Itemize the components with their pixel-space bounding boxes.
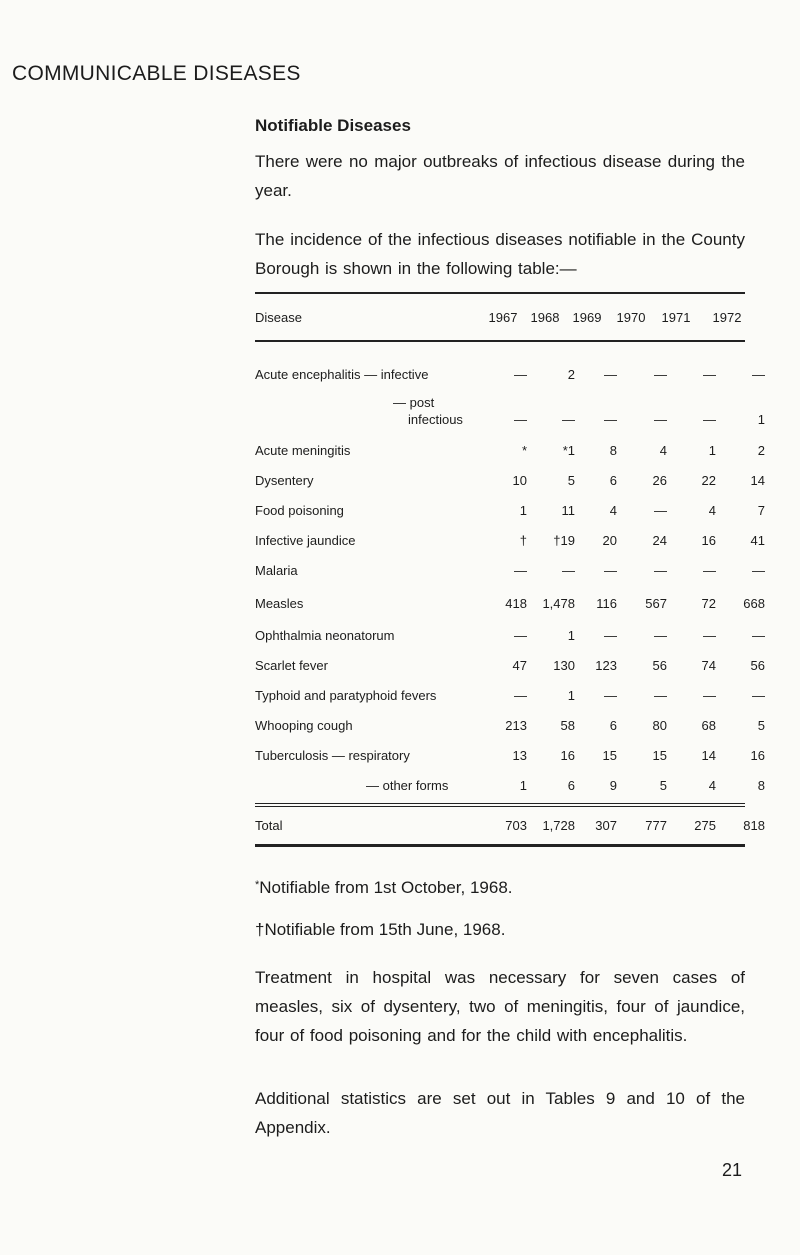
- cell: —: [654, 367, 667, 382]
- cell: 68: [701, 718, 716, 733]
- cell: 11: [561, 503, 575, 518]
- total-cell: 307: [595, 818, 617, 833]
- table-bottom-rule: [255, 844, 745, 847]
- row-label: Tuberculosis — respiratory: [255, 748, 410, 763]
- cell: —: [703, 412, 716, 427]
- total-cell: 1,728: [542, 818, 575, 833]
- row-label: — other forms: [366, 778, 449, 793]
- header-year: 1972: [712, 310, 742, 325]
- cell: 8: [609, 443, 617, 458]
- table-row: [255, 685, 765, 707]
- table-row: [255, 364, 765, 386]
- row-label: Infective jaundice: [255, 533, 356, 548]
- cell: 8: [757, 778, 765, 793]
- cell: —: [604, 688, 617, 703]
- cell: 116: [596, 596, 617, 611]
- cell: —: [654, 412, 667, 427]
- cell: 58: [560, 718, 575, 733]
- cell: 22: [701, 473, 716, 488]
- table-row: [255, 409, 765, 431]
- table-row: [255, 500, 765, 522]
- cell: 9: [609, 778, 617, 793]
- cell: —: [752, 688, 765, 703]
- cell: 16: [750, 748, 765, 763]
- cell: 4: [708, 503, 716, 518]
- row-label: Dysentery: [255, 473, 314, 488]
- footnote-dagger: †Notifiable from 15th June, 1968.: [255, 920, 506, 939]
- cell: 668: [743, 596, 765, 611]
- table-row: [255, 440, 765, 462]
- cell: 10: [512, 473, 527, 488]
- cell: 1: [519, 503, 527, 518]
- cell: 2: [567, 367, 575, 382]
- cell: 15: [652, 748, 667, 763]
- cell: 26: [652, 473, 667, 488]
- page-number: 21: [722, 1160, 743, 1180]
- cell: —: [752, 628, 765, 643]
- table-row: [255, 625, 765, 647]
- total-rule-top: [255, 803, 745, 804]
- cell: —: [514, 628, 527, 643]
- cell: 2: [757, 443, 765, 458]
- cell: 6: [609, 473, 617, 488]
- cell: *: [521, 443, 527, 458]
- cell: —: [703, 563, 716, 578]
- closing-paragraph-2: Additional statistics are set out in Tables 9 and 10 of the Appendix.: [255, 1089, 745, 1137]
- intro-paragraph-2: The incidence of the infectious diseases notifiable in the County Borough is shown in the following table:—: [255, 230, 745, 278]
- cell: —: [514, 688, 527, 703]
- cell: 14: [701, 748, 716, 763]
- table-total-row: [255, 815, 765, 837]
- cell: —: [703, 688, 716, 703]
- cell: 56: [750, 658, 765, 673]
- cell: 1: [567, 688, 575, 703]
- cell: —: [604, 628, 617, 643]
- table-row: [255, 560, 765, 582]
- cell: 5: [659, 778, 667, 793]
- table-header-row: [255, 307, 747, 329]
- cell: †19: [553, 533, 575, 548]
- header-year: 1970: [616, 310, 646, 325]
- cell: 6: [609, 718, 617, 733]
- cell: —: [654, 628, 667, 643]
- cell: 4: [659, 443, 667, 458]
- row-label: Ophthalmia neonatorum: [255, 628, 395, 643]
- cell: 56: [652, 658, 667, 673]
- row-label: Measles: [255, 596, 304, 611]
- table-top-rule: [255, 292, 745, 294]
- total-cell: 275: [694, 818, 716, 833]
- total-label: Total: [255, 818, 283, 833]
- footnote-star: [255, 873, 745, 902]
- closing-paragraph-1: Treatment in hospital was necessary for seven cases of measles, six of dysentery, two of meningitis, four of jaundice, four of food poisoning and for the child with encephalitis.: [255, 968, 745, 1045]
- cell: 14: [750, 473, 765, 488]
- cell: 123: [595, 658, 617, 673]
- cell: —: [654, 688, 667, 703]
- cell: 74: [701, 658, 716, 673]
- cell: —: [752, 367, 765, 382]
- section-subheading: Notifiable Diseases: [255, 116, 411, 135]
- table-row: [255, 715, 765, 737]
- cell: —: [703, 367, 716, 382]
- row-label: Whooping cough: [255, 718, 353, 733]
- cell: 72: [701, 596, 716, 611]
- row-label: infectious: [408, 412, 463, 427]
- header-year: 1968: [530, 310, 560, 325]
- cell: 130: [553, 658, 575, 673]
- row-label: Scarlet fever: [255, 658, 328, 673]
- header-year: 1971: [661, 310, 691, 325]
- cell: 567: [645, 596, 667, 611]
- total-cell: 703: [505, 818, 527, 833]
- cell: 5: [757, 718, 765, 733]
- header-year: 1969: [572, 310, 602, 325]
- cell: —: [752, 563, 765, 578]
- cell: †: [519, 533, 527, 548]
- page-heading: COMMUNICABLE DISEASES: [12, 62, 301, 85]
- cell: 1: [567, 628, 575, 643]
- table-row: [255, 745, 765, 767]
- cell: —: [514, 563, 527, 578]
- cell: 16: [701, 533, 716, 548]
- cell: 213: [505, 718, 527, 733]
- cell: 1,478: [542, 596, 575, 611]
- cell: 20: [602, 533, 617, 548]
- table-row: [255, 593, 765, 615]
- total-cell: 818: [743, 818, 765, 833]
- cell: 4: [609, 503, 617, 518]
- cell: 41: [750, 533, 765, 548]
- row-label: Food poisoning: [255, 503, 344, 518]
- cell: 13: [512, 748, 527, 763]
- table-row: [255, 775, 765, 797]
- table-row: [255, 655, 765, 677]
- cell: 80: [652, 718, 667, 733]
- cell: 6: [567, 778, 575, 793]
- cell: 418: [505, 596, 527, 611]
- row-label: Malaria: [255, 563, 298, 578]
- cell: —: [562, 412, 575, 427]
- row-label: — post: [393, 395, 435, 410]
- cell: —: [562, 563, 575, 578]
- footnote-star-symbol: *: [255, 879, 260, 891]
- cell: —: [604, 367, 617, 382]
- table-header-rule: [255, 340, 745, 342]
- cell: 15: [602, 748, 617, 763]
- row-label: Typhoid and paratyphoid fevers: [255, 688, 437, 703]
- cell: 1: [519, 778, 527, 793]
- header-disease: Disease: [255, 310, 302, 325]
- cell: 1: [757, 412, 765, 427]
- total-rule-inner: [255, 806, 745, 807]
- intro-paragraph-1: There were no major outbreaks of infectious disease during the year.: [255, 152, 745, 200]
- cell: —: [654, 563, 667, 578]
- table-row: [255, 470, 765, 492]
- cell: 5: [567, 473, 575, 488]
- table-row: [255, 530, 765, 552]
- cell: *1: [562, 443, 575, 458]
- total-cell: 777: [645, 818, 667, 833]
- cell: —: [703, 628, 716, 643]
- cell: 4: [708, 778, 716, 793]
- cell: —: [654, 503, 667, 518]
- footnote-star-text: Notifiable from 1st October, 1968.: [259, 878, 513, 897]
- cell: —: [514, 412, 527, 427]
- row-label: Acute meningitis: [255, 443, 351, 458]
- cell: —: [604, 412, 617, 427]
- cell: 47: [512, 658, 527, 673]
- cell: 16: [560, 748, 575, 763]
- row-label: Acute encephalitis — infective: [255, 367, 429, 382]
- cell: —: [604, 563, 617, 578]
- cell: 7: [757, 503, 765, 518]
- cell: 1: [708, 443, 716, 458]
- cell: —: [514, 367, 527, 382]
- cell: 24: [652, 533, 667, 548]
- header-year: 1967: [488, 310, 518, 325]
